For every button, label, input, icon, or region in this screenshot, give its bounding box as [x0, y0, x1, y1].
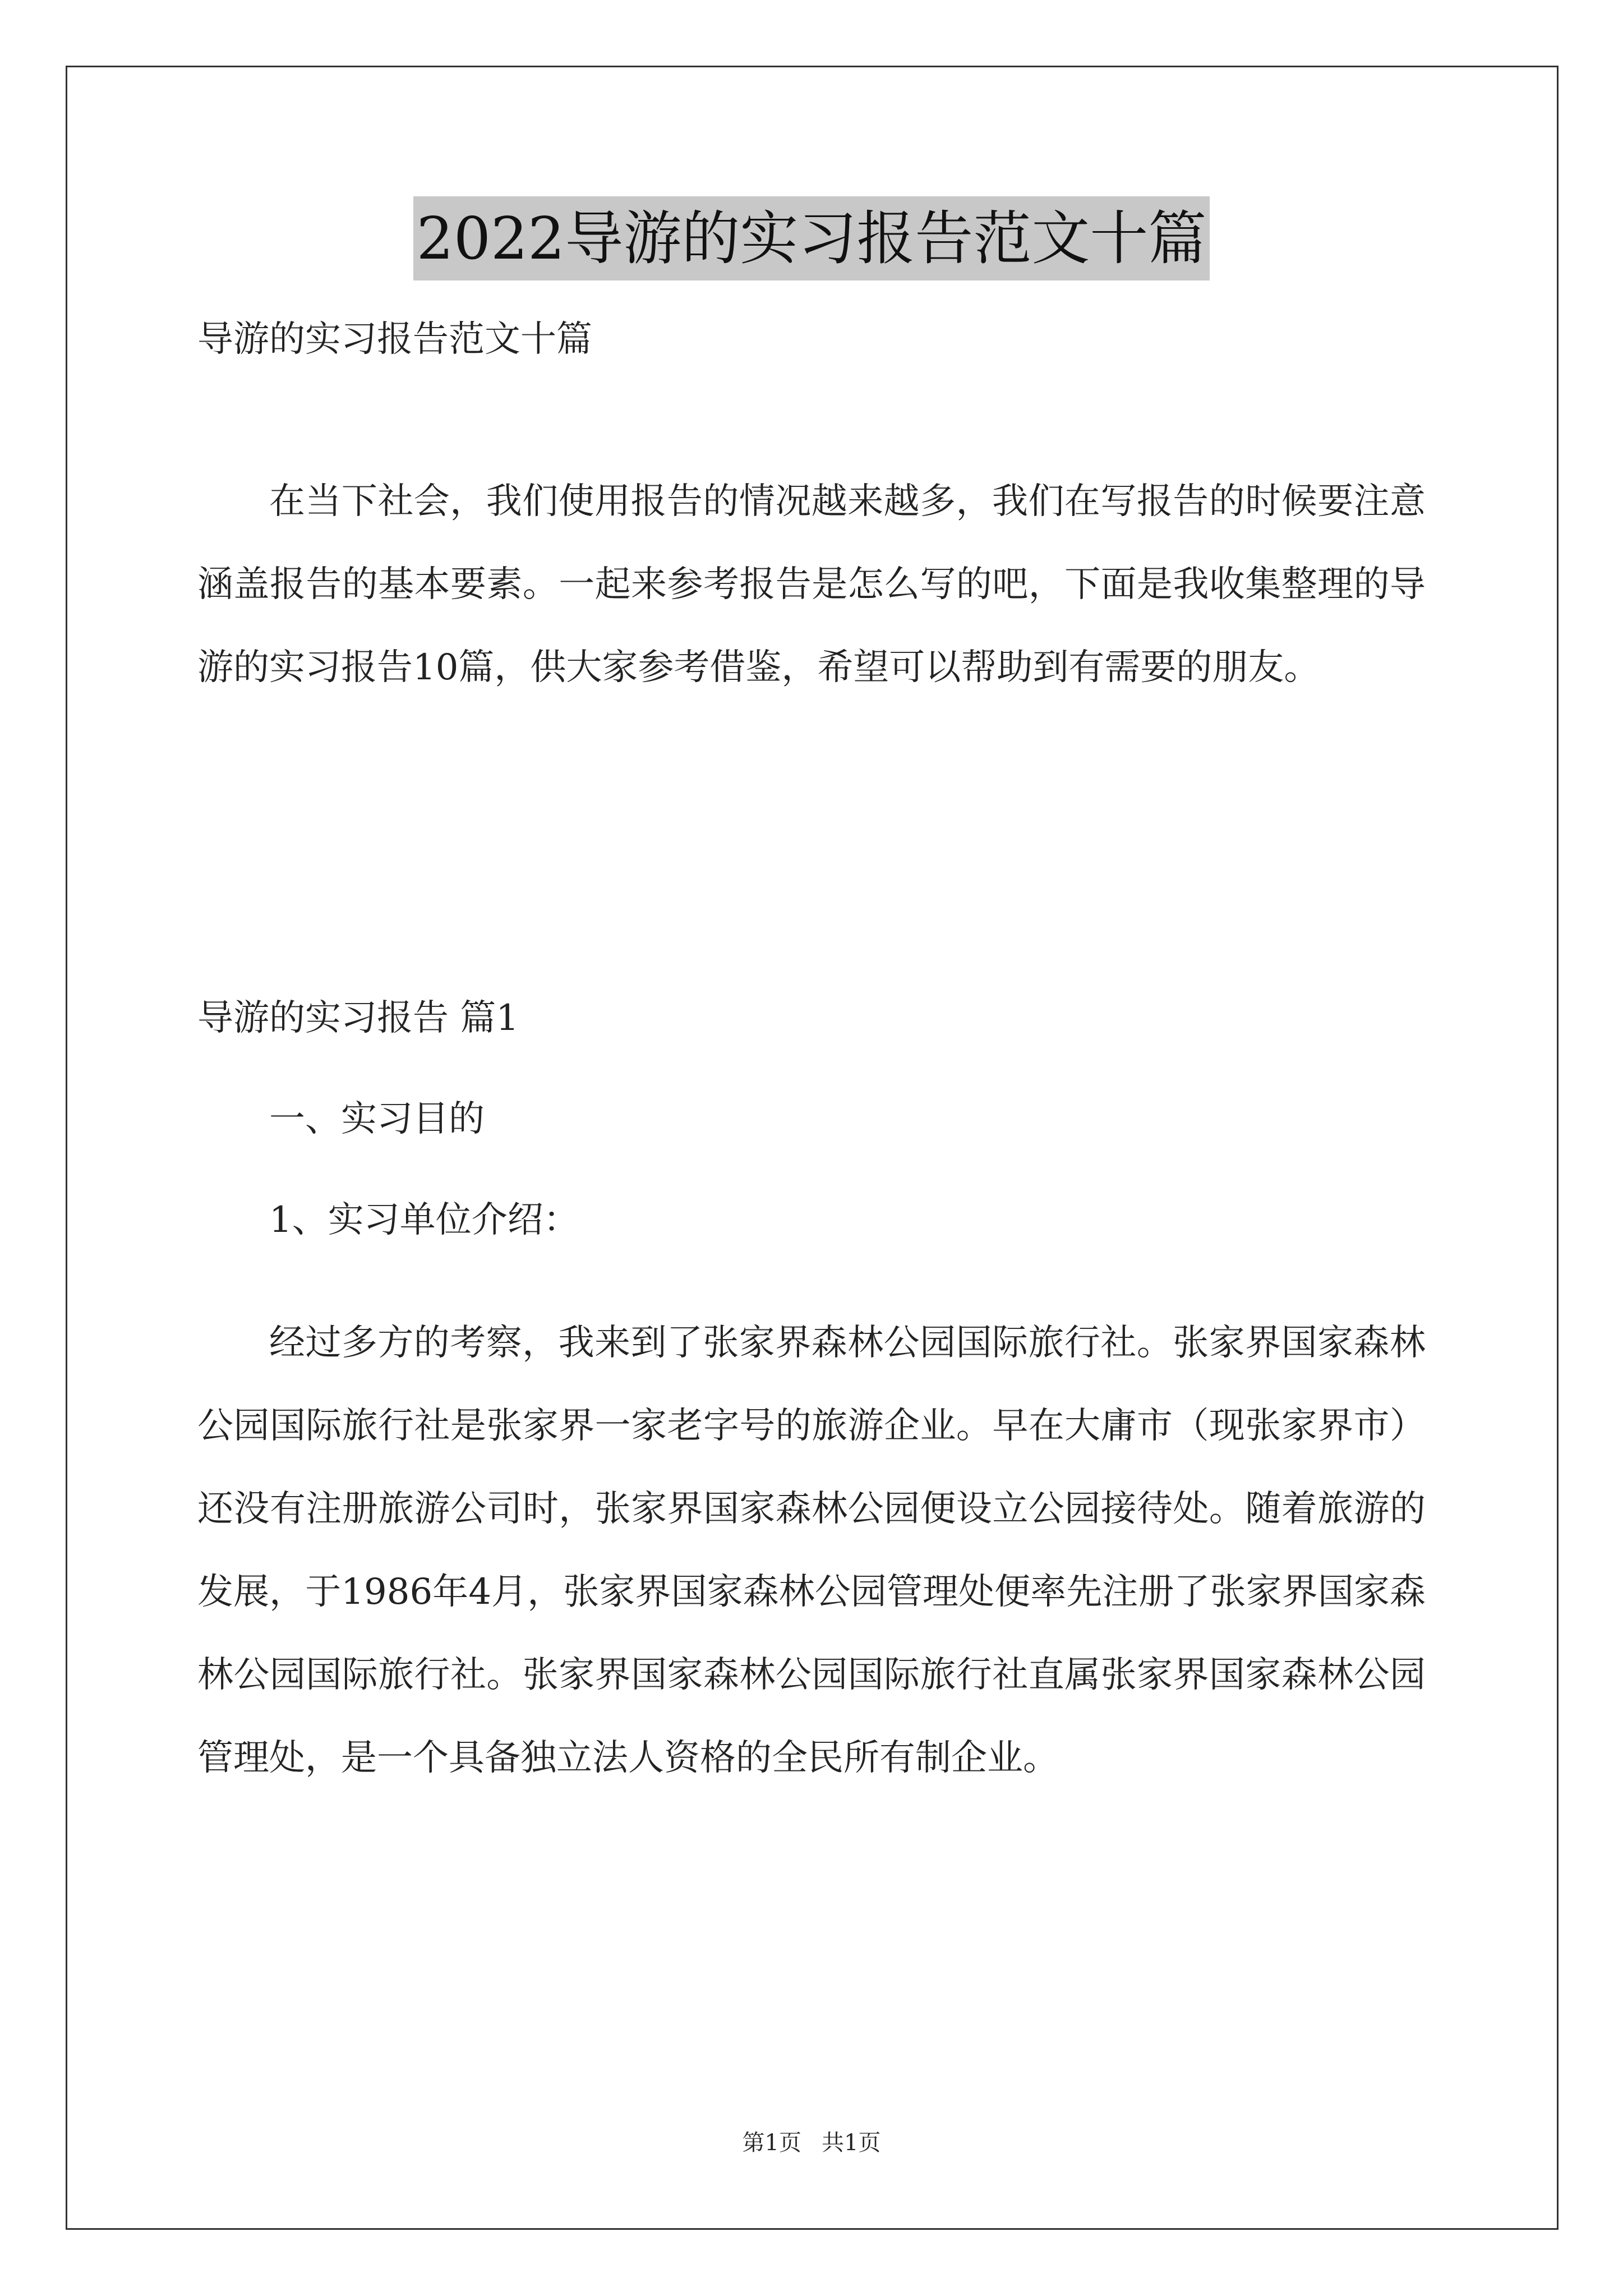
page-number-current: 第1页	[742, 2130, 801, 2156]
title-container	[0, 196, 1623, 280]
page-border	[66, 66, 1559, 2230]
heading-company-intro: 1、实习单位介绍：	[269, 1199, 579, 1241]
body-paragraph: 经过多方的考察，我来到了张家界森林公园国际旅行社。张家界国家森林公园国际旅行社是张家界一家老字号的旅游企业。早在大庸市（现张家界市）还没有注册旅游公司时，张家界国家森林公园便设立公园接待处。随着旅游的发展，于1986年4月，张家界国家森林公园管理处便率先注册了张家界国家森林公园国际旅行社。张家界国家森林公园国际旅行社直属张家界国家森林公园管理处，是一个具备独立法人资格的全民所有制企业。	[197, 1322, 1426, 1779]
document-title: 2022导游的实习报告范文十篇	[413, 196, 1210, 280]
page-number-total: 共1页	[822, 2130, 881, 2156]
heading-internship-purpose: 一、实习目的	[269, 1098, 485, 1140]
section-heading: 导游的实习报告 篇1	[197, 997, 519, 1039]
document-subtitle: 导游的实习报告范文十篇	[197, 319, 592, 360]
intro-paragraph: 在当下社会，我们使用报告的情况越来越多，我们在写报告的时候要注意涵盖报告的基本要素。一起来参考报告是怎么写的吧，下面是我收集整理的导游的实习报告10篇，供大家参考借鉴，希望可以帮助到有需要的朋友。	[197, 481, 1426, 688]
page-footer	[0, 2126, 1623, 2160]
